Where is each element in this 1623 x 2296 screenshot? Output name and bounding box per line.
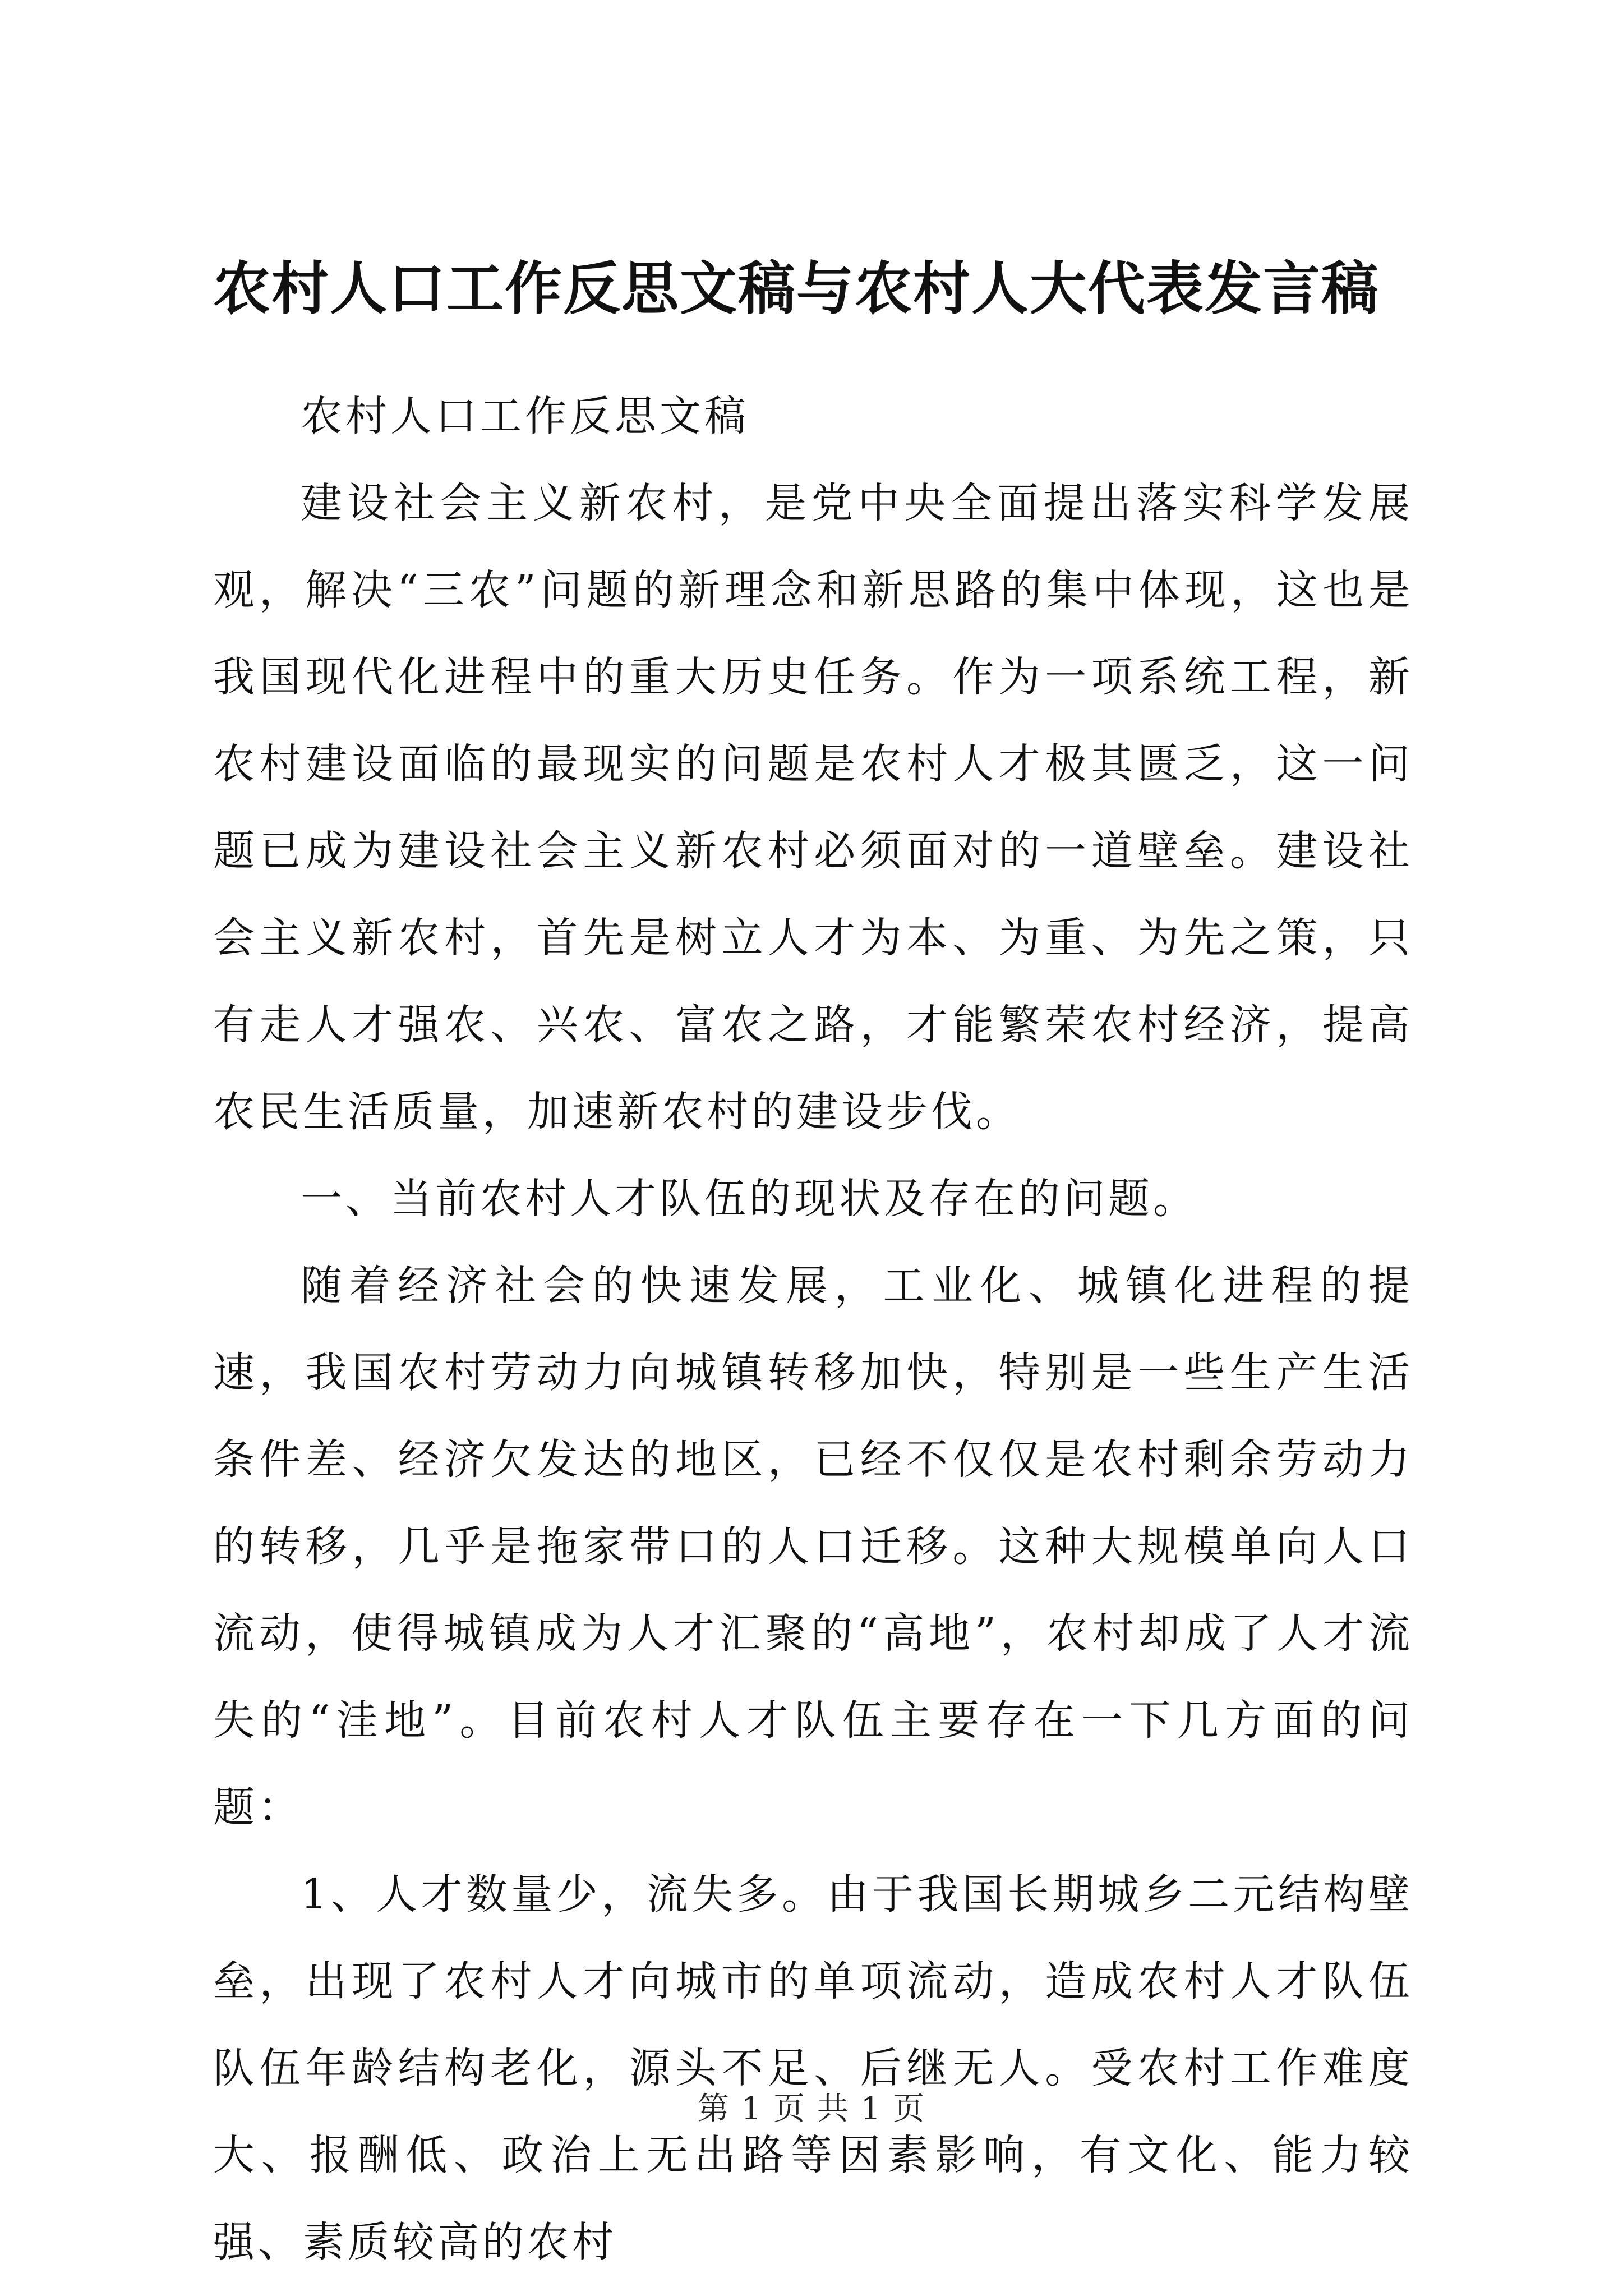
document-title: 农村人口工作反思文稿与农村人大代表发言稿	[213, 255, 1380, 323]
paragraph-current-status: 随着经济社会的快速发展，工业化、城镇化进程的提速，我国农村劳动力向城镇转移加快，特别是一些生产生活条件差、经济欠发达的地区，已经不仅仅是农村剩余劳动力的转移，几乎是拖家带口的人口迁移。这种大规模单向人口流动，使得城镇成为人才汇聚的“高地”，农村却成了人才流失的“洼地”。目前农村人才队伍主要存在一下几方面的问题：	[213, 1262, 1413, 1832]
section-heading-1: 一、当前农村人才队伍的现状及存在的问题。	[301, 1175, 1198, 1223]
paragraph-point-1: 1、人才数量少，流失多。由于我国长期城乡二元结构壁垒，出现了农村人才向城市的单项流动，造成农村人才队伍队伍年龄结构老化，源头不足、后继无人。受农村工作难度大、报酬低、政治上无出路等因素影响，有文化、能力较强、素质较高的农村	[213, 1870, 1413, 2266]
section-subtitle: 农村人口工作反思文稿	[301, 392, 749, 440]
page-footer: 第 1 页 共 1 页	[697, 2091, 926, 2127]
document-body	[213, 373, 1413, 2286]
paragraph-intro: 建设社会主义新农村，是党中央全面提出落实科学发展观，解决“三农”问题的新理念和新思路的集中体现，这也是我国现代化进程中的重大历史任务。作为一项系统工程，新农村建设面临的最现实的问题是农村人才极其匮乏，这一问题已成为建设社会主义新农村必须面对的一道壁垒。建设社会主义新农村，首先是树立人才为本、为重、为先之策，只有走人才强农、兴农、富农之路，才能繁荣农村经济，提高农民生活质量，加速新农村的建设步伐。	[213, 479, 1413, 1136]
